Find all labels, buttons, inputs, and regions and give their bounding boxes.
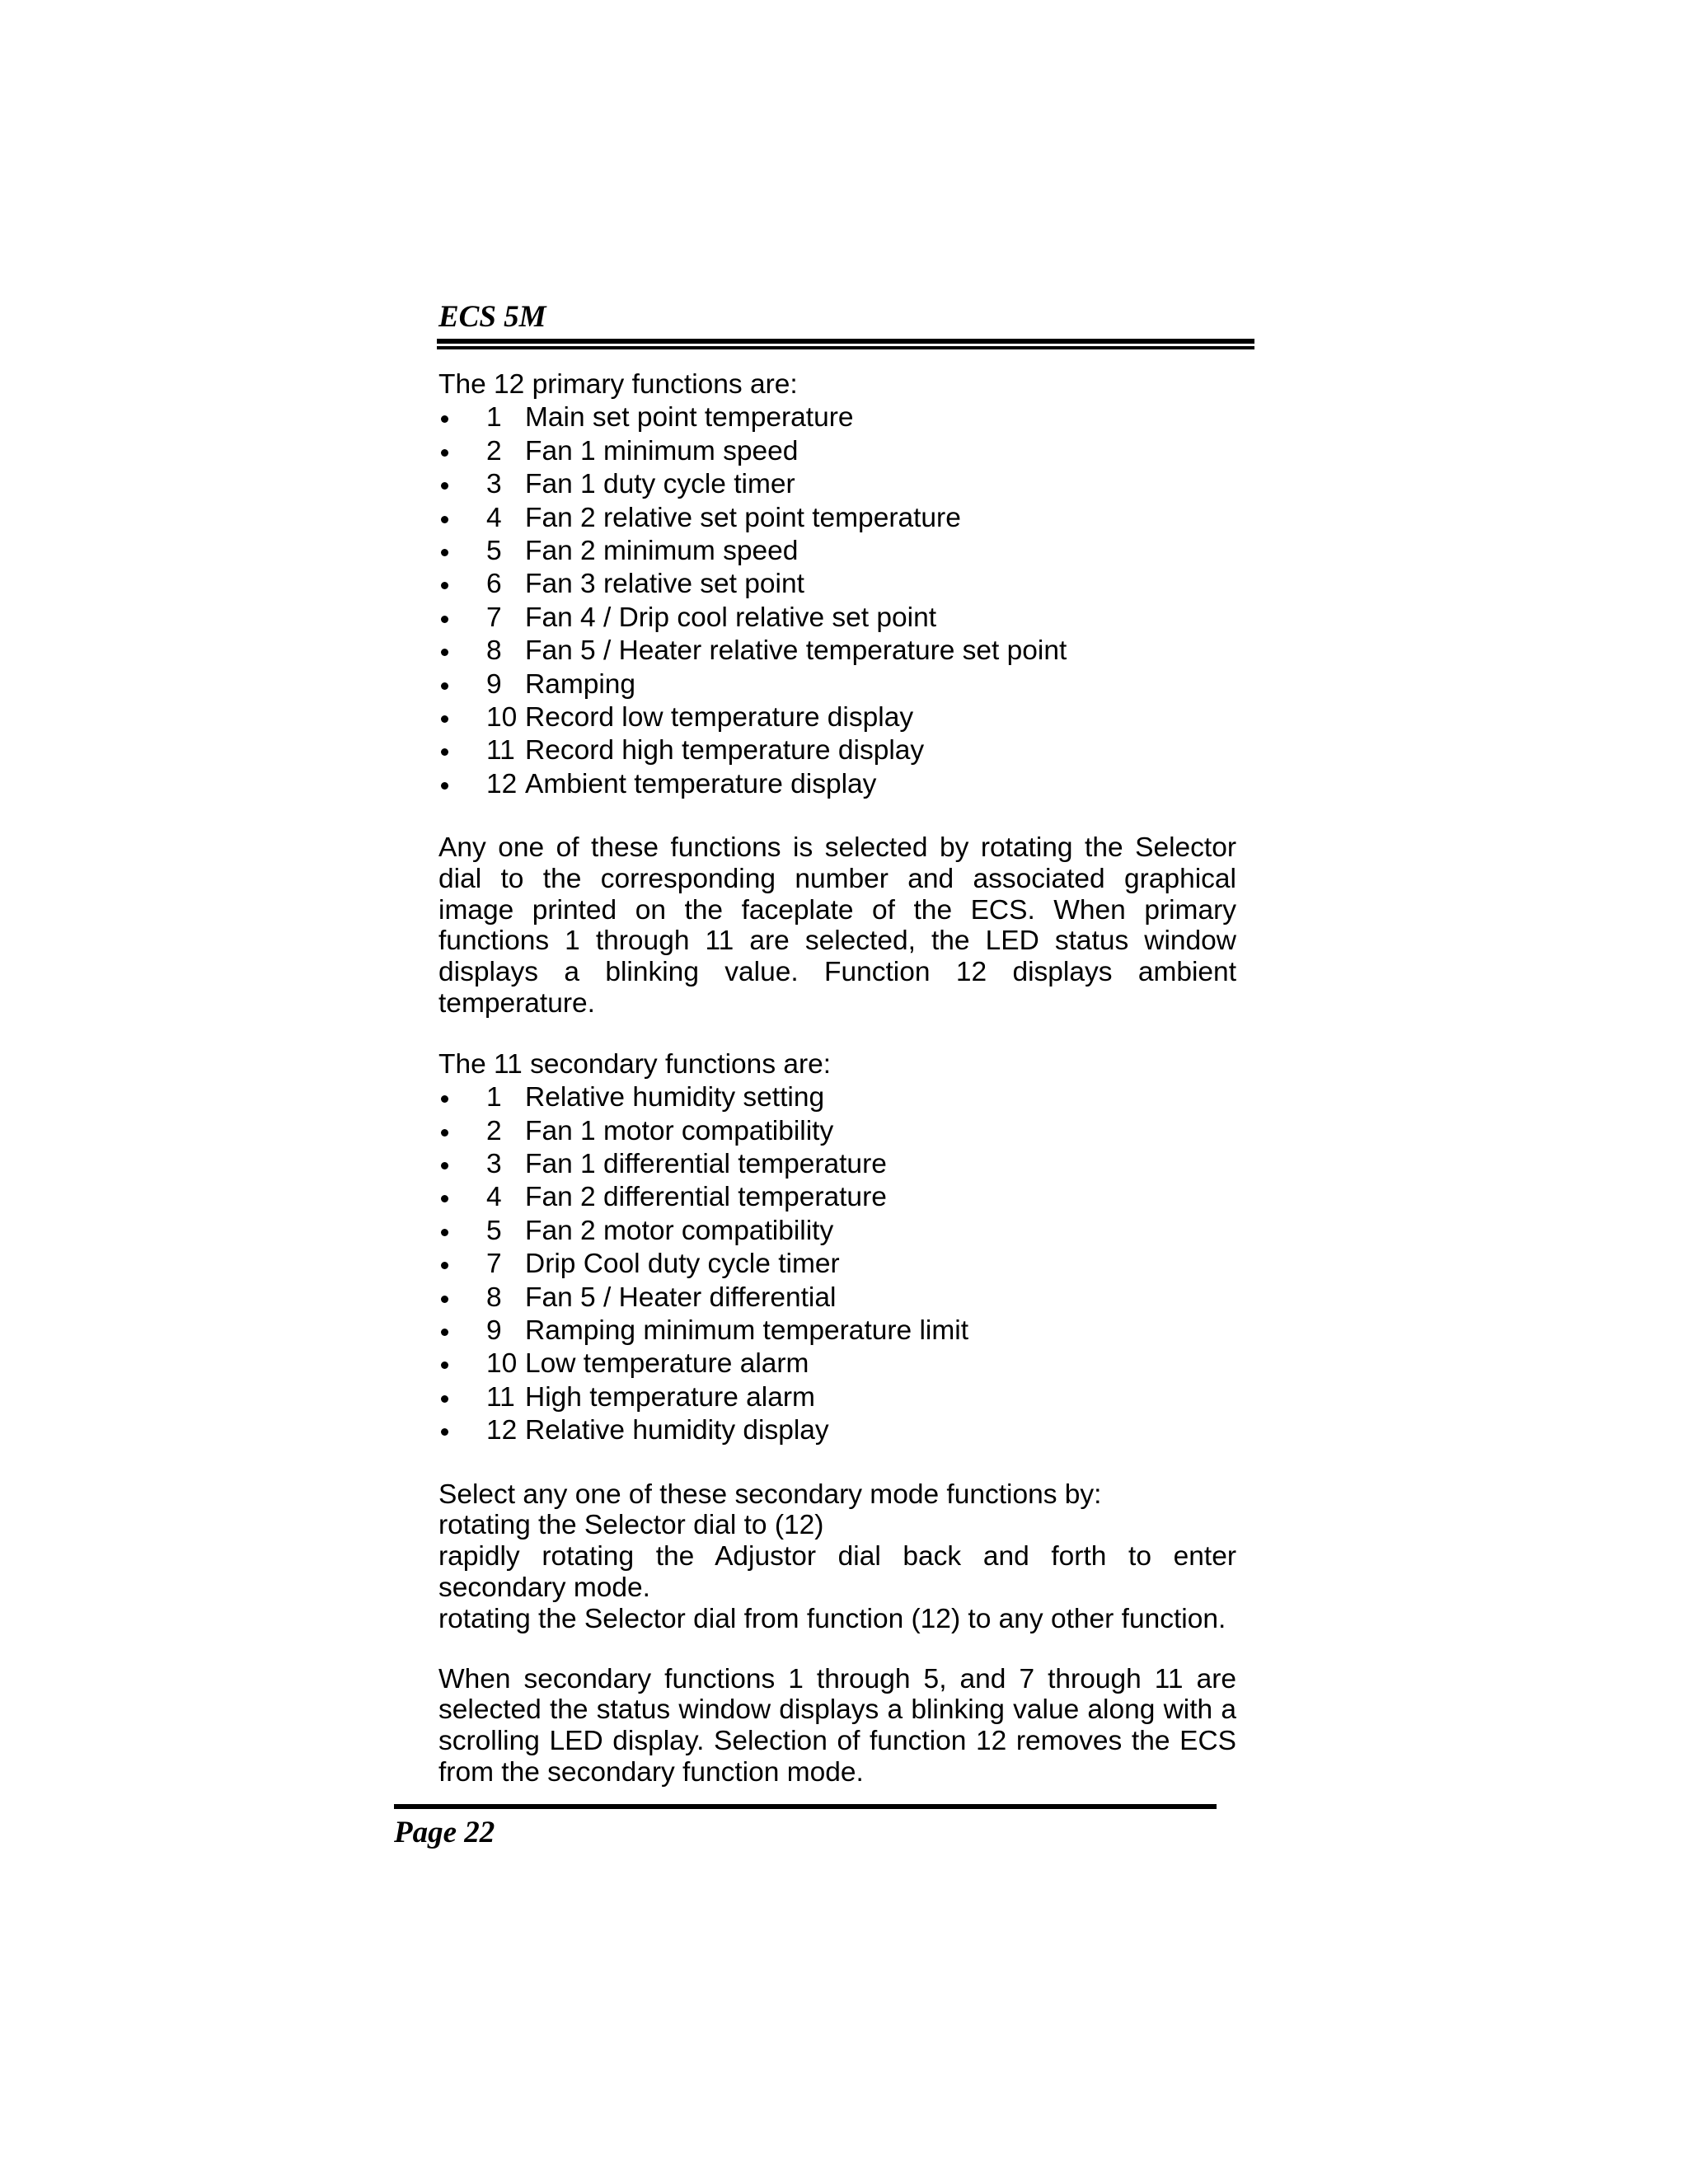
item-label: Record low temperature display <box>525 701 914 733</box>
item-number: 8 <box>486 1282 502 1313</box>
item-label: Fan 3 relative set point <box>525 569 804 600</box>
item-label: Fan 2 differential temperature <box>525 1182 887 1213</box>
item-label: Fan 1 motor compatibility <box>525 1115 834 1146</box>
list-item <box>438 768 1236 801</box>
item-label: Ramping minimum temperature limit <box>525 1315 969 1347</box>
item-number: 4 <box>486 1182 502 1213</box>
list-item <box>438 468 1236 501</box>
header-rule-thick <box>437 339 1254 344</box>
page-number: Page 22 <box>394 1816 495 1849</box>
list-item <box>438 635 1236 668</box>
list-item <box>438 1381 1236 1414</box>
item-label: Main set point temperature <box>525 402 854 434</box>
list-item <box>438 401 1236 434</box>
item-number: 1 <box>486 402 502 434</box>
item-number: 7 <box>486 1249 502 1280</box>
select-step-1: rotating the Selector dial to (12) <box>438 1510 824 1541</box>
item-label: Fan 2 motor compatibility <box>525 1215 834 1246</box>
item-number: 10 <box>486 1348 518 1380</box>
list-item <box>438 1181 1236 1214</box>
item-label: Fan 5 / Heater differential <box>525 1282 837 1313</box>
item-number: 4 <box>486 502 502 533</box>
list-item <box>438 435 1236 468</box>
item-label: Relative humidity setting <box>525 1082 825 1113</box>
list-item <box>438 668 1236 701</box>
select-steps-intro: Select any one of these secondary mode functions by: <box>438 1479 1102 1510</box>
item-label: Fan 1 differential temperature <box>525 1149 887 1180</box>
item-number: 7 <box>486 602 502 633</box>
item-label: Low temperature alarm <box>525 1348 809 1380</box>
closing-paragraph: When secondary functions 1 through 5, and 7 through 11 are selected the status window displays a blinking value along with a scrolling LED display. Selection of function 12 removes the ECS from the secondary function mode. <box>438 1663 1236 1788</box>
item-label: Fan 1 duty cycle timer <box>525 469 795 500</box>
primary-functions-paragraph: Any one of these functions is selected by rotating the Selector dial to the corresponding number and associated graphical image printed on the faceplate of the ECS. When primary functions 1 through 11 are selected, the LED status window displays a blinking value. Function 12 displays ambient temperature. <box>438 832 1236 1019</box>
item-label: Fan 2 relative set point temperature <box>525 502 961 533</box>
list-item <box>438 502 1236 535</box>
item-number: 5 <box>486 535 502 566</box>
list-item <box>438 535 1236 568</box>
item-label: Ambient temperature display <box>525 768 877 799</box>
item-number: 9 <box>486 668 502 700</box>
list-item <box>438 1347 1236 1380</box>
item-number: 3 <box>486 469 502 500</box>
item-number: 2 <box>486 435 502 466</box>
primary-functions-list <box>438 401 1236 801</box>
list-item <box>438 1115 1236 1148</box>
header-rule-thin <box>437 346 1254 349</box>
item-label: Fan 5 / Heater relative temperature set point <box>525 635 1067 667</box>
list-item <box>438 1414 1236 1447</box>
item-number: 11 <box>486 735 515 766</box>
list-item <box>438 1282 1236 1315</box>
item-number: 12 <box>486 768 518 799</box>
item-number: 6 <box>486 569 502 600</box>
item-label: Fan 1 minimum speed <box>525 435 799 466</box>
item-number: 10 <box>486 701 518 733</box>
list-item <box>438 1215 1236 1248</box>
list-item <box>438 1081 1236 1114</box>
item-label: Fan 2 minimum speed <box>525 535 799 566</box>
list-item <box>438 1315 1236 1347</box>
list-item <box>438 701 1236 734</box>
secondary-functions-list <box>438 1081 1236 1447</box>
secondary-functions-intro: The 11 secondary functions are: <box>438 1048 832 1080</box>
list-item <box>438 1148 1236 1181</box>
item-label: Relative humidity display <box>525 1415 829 1446</box>
item-label: Drip Cool duty cycle timer <box>525 1249 840 1280</box>
list-item <box>438 1248 1236 1281</box>
item-label: Record high temperature display <box>525 735 925 766</box>
page-content <box>438 368 1236 1788</box>
item-number: 1 <box>486 1082 502 1113</box>
item-number: 3 <box>486 1149 502 1180</box>
item-number: 11 <box>486 1381 515 1413</box>
item-number: 9 <box>486 1315 502 1347</box>
select-step-2: rapidly rotating the Adjustor dial back and forth to enter secondary mode. <box>438 1541 1236 1603</box>
item-number: 12 <box>486 1415 518 1446</box>
item-number: 8 <box>486 635 502 667</box>
list-item <box>438 602 1236 635</box>
list-item <box>438 734 1236 767</box>
item-label: Ramping <box>525 668 636 700</box>
item-number: 5 <box>486 1215 502 1246</box>
primary-functions-intro: The 12 primary functions are: <box>438 369 798 400</box>
footer-rule <box>394 1804 1217 1809</box>
select-step-3: rotating the Selector dial from function (12) to any other function. <box>438 1603 1226 1634</box>
list-item <box>438 568 1236 601</box>
item-label: Fan 4 / Drip cool relative set point <box>525 602 937 633</box>
document-header-title: ECS 5M <box>438 300 546 334</box>
item-label: High temperature alarm <box>525 1381 815 1413</box>
item-number: 2 <box>486 1115 502 1146</box>
